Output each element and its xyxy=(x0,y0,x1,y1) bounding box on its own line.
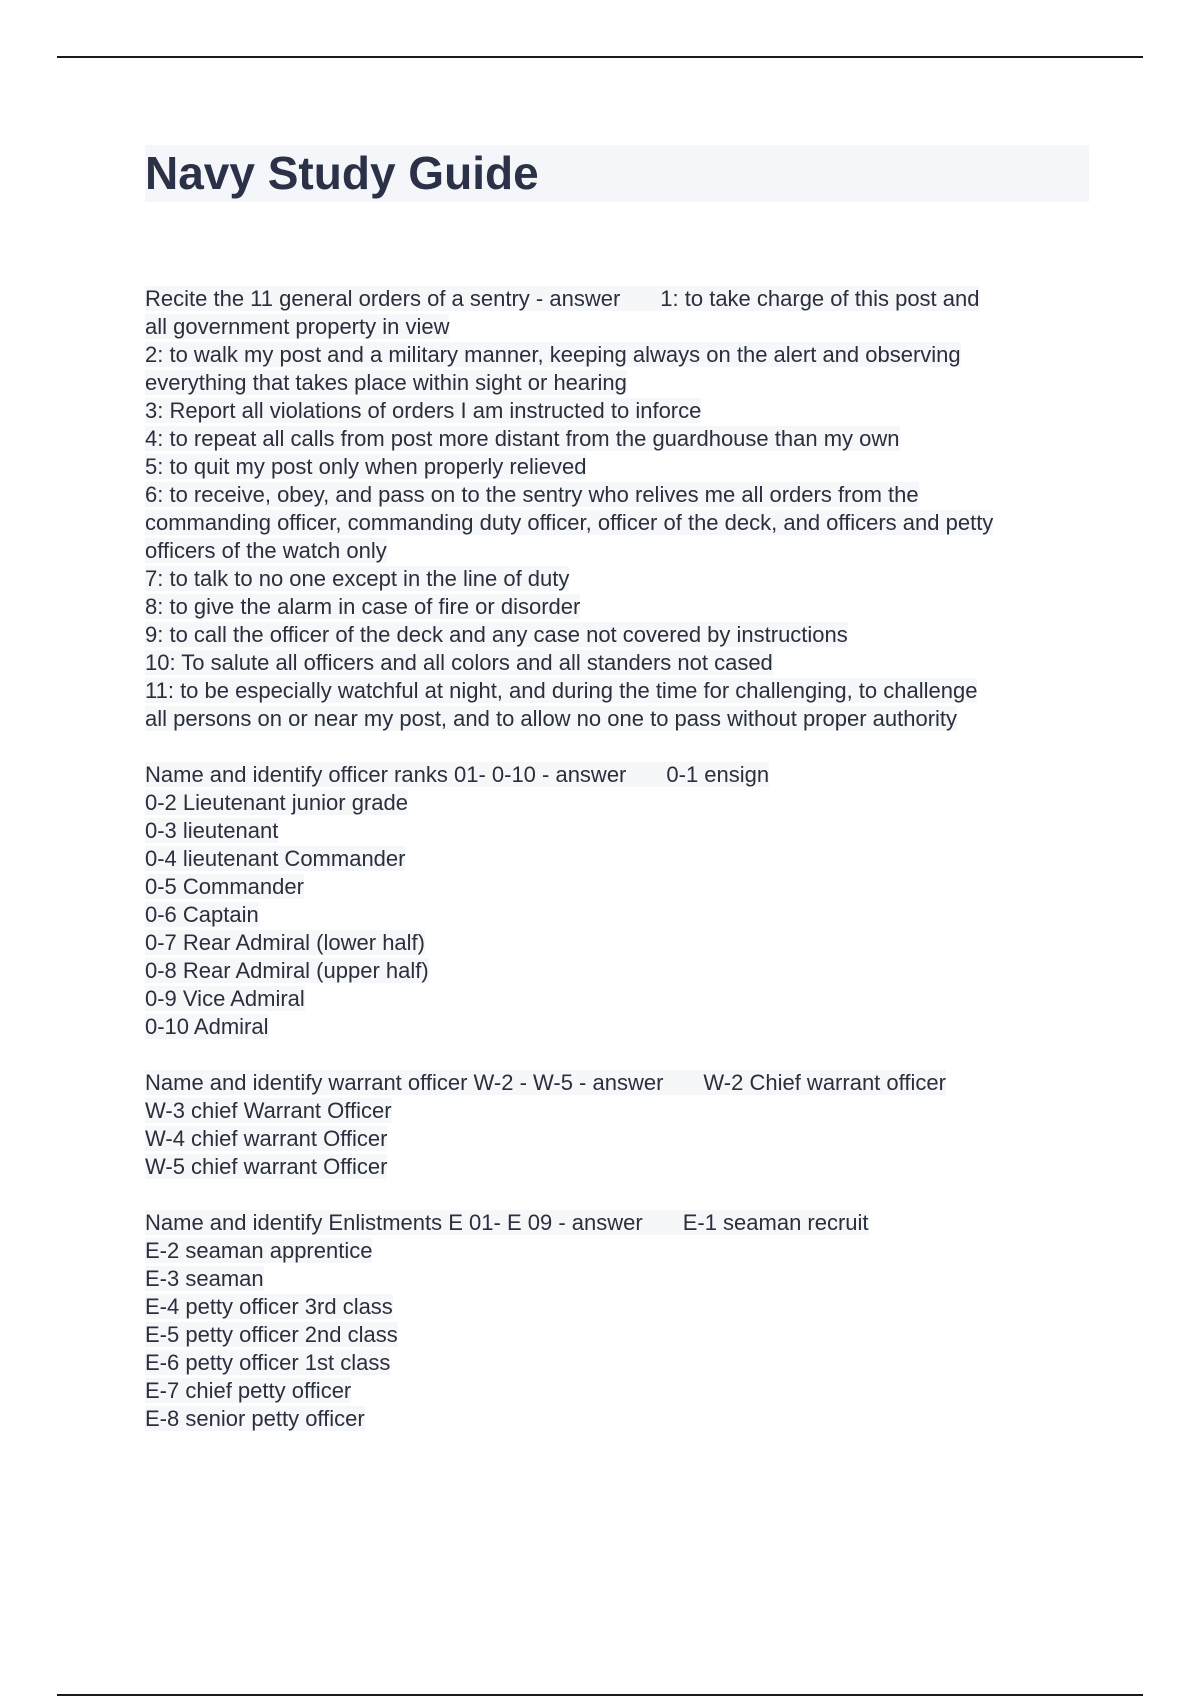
answer-line xyxy=(145,1153,1095,1181)
answer-line-text: commanding officer, commanding duty officer, officer of the deck, and officers and petty xyxy=(145,510,994,535)
answer-line xyxy=(145,397,1095,425)
answer-first-text: 0-1 ensign xyxy=(666,762,770,787)
answer-line xyxy=(145,369,1095,397)
answer-line-text: E-5 petty officer 2nd class xyxy=(145,1322,398,1347)
answer-line xyxy=(145,649,1095,677)
answer-line-text: all government property in view xyxy=(145,314,450,339)
answer-line xyxy=(145,453,1095,481)
question-text: Name and identify officer ranks 01- 0-10 - answer xyxy=(145,762,627,787)
answer-line-text: everything that takes place within sight or hearing xyxy=(145,370,627,395)
answer-line-text: 3: Report all violations of orders I am instructed to inforce xyxy=(145,398,702,423)
answer-line xyxy=(145,1377,1095,1405)
answer-first-text: W-2 Chief warrant officer xyxy=(703,1070,946,1095)
line-highlight xyxy=(145,762,769,787)
answer-line-text: 0-4 lieutenant Commander xyxy=(145,846,406,871)
answer-line xyxy=(145,985,1095,1013)
answer-line xyxy=(145,705,1095,733)
answer-line xyxy=(145,957,1095,985)
answer-line xyxy=(145,313,1095,341)
flashcard xyxy=(145,761,1095,1041)
answer-line-text: 8: to give the alarm in case of fire or disorder xyxy=(145,594,581,619)
answer-line-text: 6: to receive, obey, and pass on to the sentry who relives me all orders from the xyxy=(145,482,919,507)
answer-line-text: 0-10 Admiral xyxy=(145,1014,269,1039)
answer-line-text: E-3 seaman xyxy=(145,1266,264,1291)
answer-line-text: 0-8 Rear Admiral (upper half) xyxy=(145,958,429,983)
answer-line xyxy=(145,677,1095,705)
document-body xyxy=(145,285,1095,1433)
answer-line-text: 5: to quit my post only when properly relieved xyxy=(145,454,587,479)
answer-line xyxy=(145,1125,1095,1153)
flashcard-first-line xyxy=(145,761,1095,789)
line-highlight xyxy=(145,1070,946,1095)
answer-line-text: 7: to talk to no one except in the line of duty xyxy=(145,566,570,591)
line-highlight xyxy=(145,286,980,311)
answer-line xyxy=(145,901,1095,929)
question-text: Recite the 11 general orders of a sentry - answer xyxy=(145,286,621,311)
answer-line xyxy=(145,1349,1095,1377)
answer-line-text: all persons on or near my post, and to allow no one to pass without proper authority xyxy=(145,706,958,731)
answer-line-text: 9: to call the officer of the deck and any case not covered by instructions xyxy=(145,622,848,647)
answer-line xyxy=(145,929,1095,957)
answer-line-text: W-3 chief Warrant Officer xyxy=(145,1098,392,1123)
answer-line xyxy=(145,565,1095,593)
answer-line-text: W-4 chief warrant Officer xyxy=(145,1126,388,1151)
answer-line xyxy=(145,537,1095,565)
answer-line xyxy=(145,425,1095,453)
flashcard xyxy=(145,1209,1095,1433)
answer-line-text: 0-9 Vice Admiral xyxy=(145,986,305,1011)
page-title: Navy Study Guide xyxy=(145,147,539,199)
answer-line xyxy=(145,621,1095,649)
answer-line xyxy=(145,341,1095,369)
flashcard xyxy=(145,285,1095,733)
flashcard-first-line xyxy=(145,1209,1095,1237)
answer-line xyxy=(145,789,1095,817)
answer-line xyxy=(145,593,1095,621)
answer-line xyxy=(145,1405,1095,1433)
answer-first-text: E-1 seaman recruit xyxy=(682,1210,869,1235)
flashcard xyxy=(145,1069,1095,1181)
flashcard-first-line xyxy=(145,1069,1095,1097)
answer-line-text: 0-6 Captain xyxy=(145,902,259,927)
answer-line xyxy=(145,509,1095,537)
answer-line xyxy=(145,1293,1095,1321)
answer-line-text: E-8 senior petty officer xyxy=(145,1406,365,1431)
answer-line-text: 0-3 lieutenant xyxy=(145,818,279,843)
question-text: Name and identify warrant officer W-2 - W-5 - answer xyxy=(145,1070,664,1095)
answer-line-text: 0-7 Rear Admiral (lower half) xyxy=(145,930,425,955)
answer-line xyxy=(145,817,1095,845)
answer-line-text: 2: to walk my post and a military manner, keeping always on the alert and observing xyxy=(145,342,961,367)
answer-line xyxy=(145,481,1095,509)
answer-line-text: officers of the watch only xyxy=(145,538,387,563)
answer-line xyxy=(145,1265,1095,1293)
answer-line xyxy=(145,873,1095,901)
answer-line-text: 0-2 Lieutenant junior grade xyxy=(145,790,408,815)
answer-line-text: 10: To salute all officers and all colors and all standers not cased xyxy=(145,650,773,675)
answer-line-text: W-5 chief warrant Officer xyxy=(145,1154,388,1179)
answer-line-text: E-6 petty officer 1st class xyxy=(145,1350,391,1375)
header-rule xyxy=(57,56,1143,58)
flashcard-first-line xyxy=(145,285,1095,313)
answer-line xyxy=(145,1237,1095,1265)
answer-first-text: 1: to take charge of this post and xyxy=(660,286,980,311)
answer-line xyxy=(145,1321,1095,1349)
answer-line-text: E-7 chief petty officer xyxy=(145,1378,352,1403)
answer-line-text: E-2 seaman apprentice xyxy=(145,1238,373,1263)
answer-line-text: E-4 petty officer 3rd class xyxy=(145,1294,393,1319)
answer-line-text: 0-5 Commander xyxy=(145,874,304,899)
line-highlight xyxy=(145,1210,869,1235)
answer-line xyxy=(145,1097,1095,1125)
answer-line xyxy=(145,845,1095,873)
question-text: Name and identify Enlistments E 01- E 09 - answer xyxy=(145,1210,643,1235)
answer-line-text: 4: to repeat all calls from post more distant from the guardhouse than my own xyxy=(145,426,900,451)
answer-line-text: 11: to be especially watchful at night, and during the time for challenging, to challenge xyxy=(145,678,978,703)
footer-rule xyxy=(57,1694,1143,1696)
answer-line xyxy=(145,1013,1095,1041)
